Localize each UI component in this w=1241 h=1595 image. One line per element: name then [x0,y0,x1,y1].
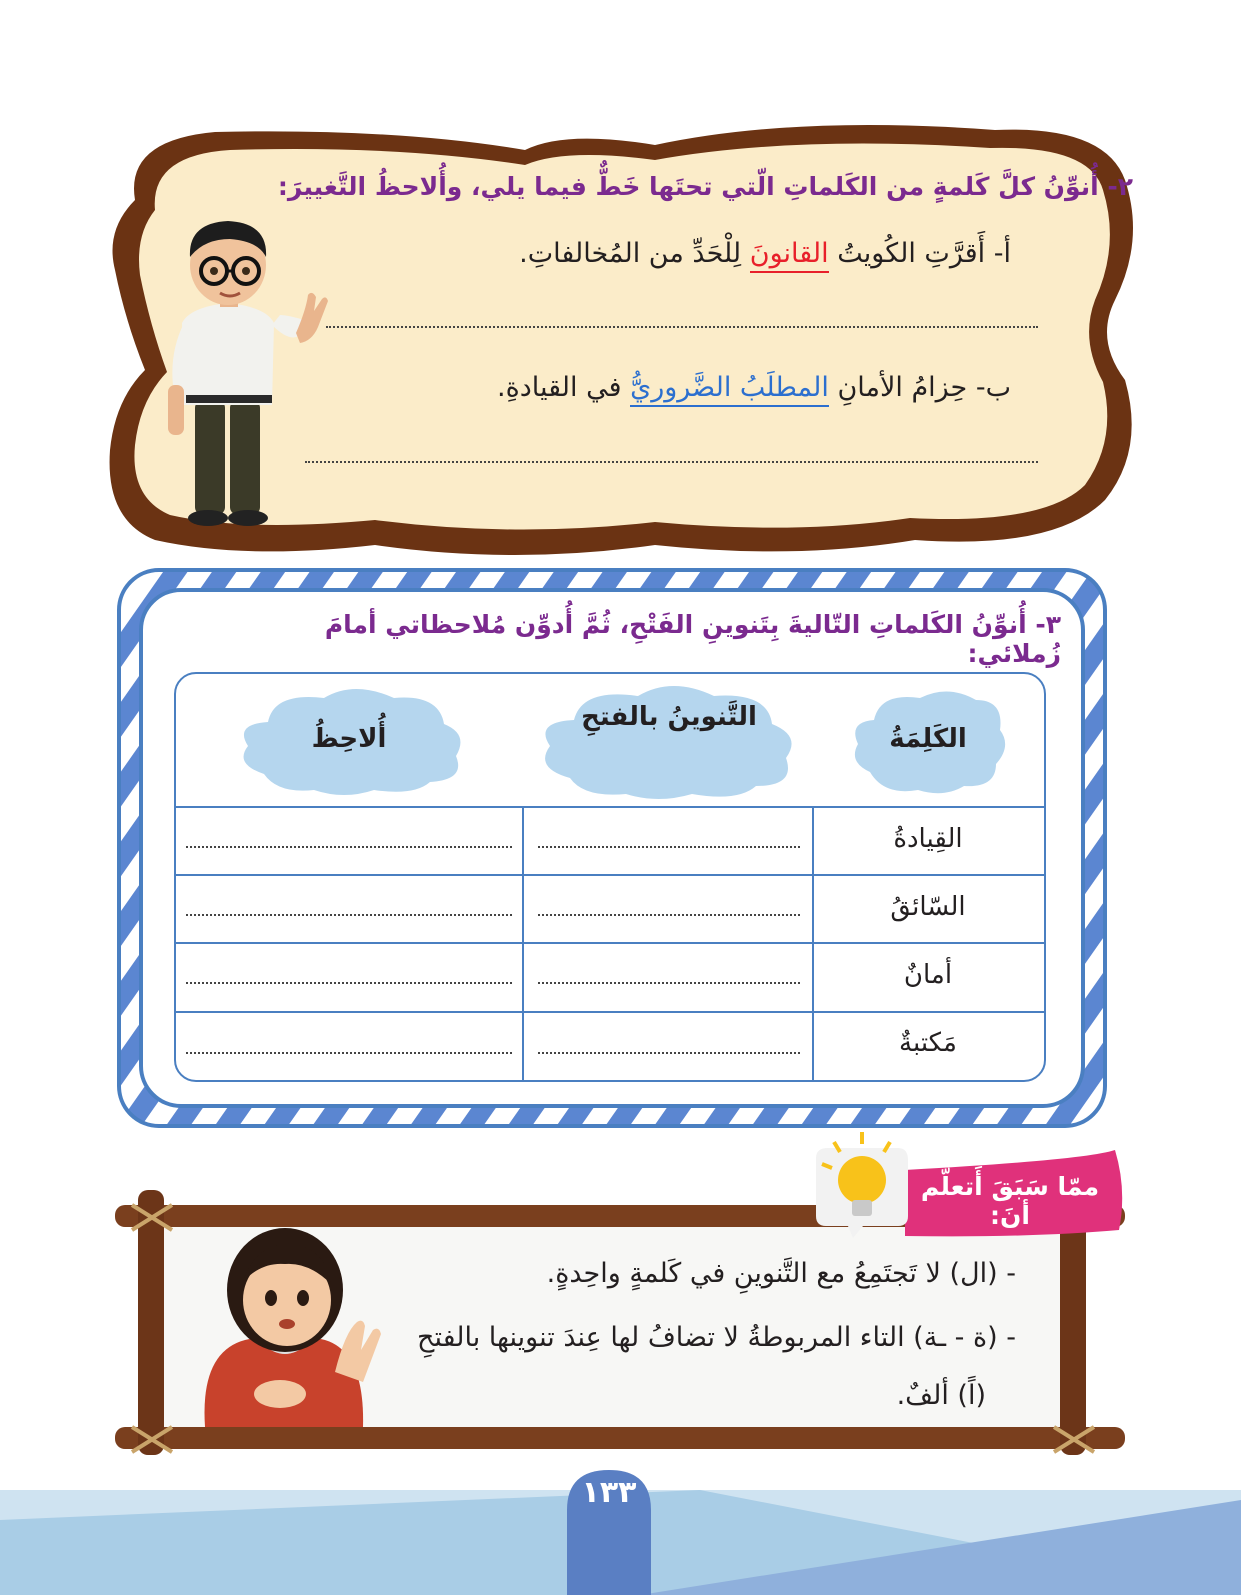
girl-character-illustration [185,1222,385,1427]
table-column-divider [522,806,524,1080]
exercise3-title: ٣- أُنوِّنُ الكَلماتِ التّاليةَ بِتَنوينِ الفَتْحِ، ثُمَّ أُدوِّن مُلاحظاتي أمامَ زُملائي: [324,610,1061,668]
lightbulb-icon [808,1128,908,1243]
exercise2-item-b [497,372,1011,403]
item-b-suffix: في القيادةِ. [496,372,631,403]
exercise2-item-a [519,238,1011,269]
header-tanween: التَّنوينُ بالفتحِ [581,702,757,732]
learned-heading: ممّا سَبَقَ أَتعلَّم أنَ: [920,1172,1100,1230]
exercise2-title: ٢- أُنوِّنُ كلَّ كَلمةٍ من الكَلماتِ الّتي تحتَها خَطٌّ فيما يلي، وأُلاحظُ التَّغييرَ: [277,172,1133,201]
tanween-answer-3[interactable] [538,982,800,984]
answer-line-a[interactable] [326,326,1038,328]
answer-line-b[interactable] [305,461,1038,463]
item-b-prefix: ب- حِزامُ الأمانِ [828,372,1011,403]
tanween-answer-2[interactable] [538,914,800,916]
table-word-1: القِيادةُ [893,824,963,854]
learned-rule-1: - (ال) لا تَجتَمِعُ مع التَّنوينِ في كَلمةٍ واحِدةٍ. [546,1258,1016,1289]
table-row-divider [176,1011,1044,1013]
item-a-underlined-word: القانونَ [750,238,829,273]
table-row-divider [176,874,1044,876]
item-b-underlined-word: المطلَبُ الضَّروريُّ [630,372,829,407]
learned-rule-2: - (ة - ـة) التاء المربوطةُ لا تضافُ لها عِندَ تنوينها بالفتحِ [417,1322,1016,1353]
page-number: ١٣٣ [581,1475,637,1510]
boy-character-illustration [160,215,330,545]
notes-answer-1[interactable] [186,846,512,848]
notes-answer-2[interactable] [186,914,512,916]
notes-answer-4[interactable] [186,1052,512,1054]
item-a-suffix: لِلْحَدِّ من المُخالفاتِ. [519,238,750,269]
learned-rule-2-continued: (اً) ألفٌ. [896,1380,986,1411]
tanween-answer-4[interactable] [538,1052,800,1054]
item-a-prefix: أ- أَقرَّتِ الكُويتُ [828,238,1011,269]
table-word-4: مَكتبةٌ [899,1028,957,1058]
table-row-divider [176,942,1044,944]
table-row-divider [176,806,1044,808]
notes-answer-3[interactable] [186,982,512,984]
tanween-answer-1[interactable] [538,846,800,848]
exercise3-table [174,672,1046,1082]
table-word-3: أمانٌ [903,960,953,990]
table-word-2: السّائقُ [890,892,966,922]
header-notes: أُلاحِظُ [311,724,387,754]
header-word: الكَلِمَةُ [889,724,967,754]
